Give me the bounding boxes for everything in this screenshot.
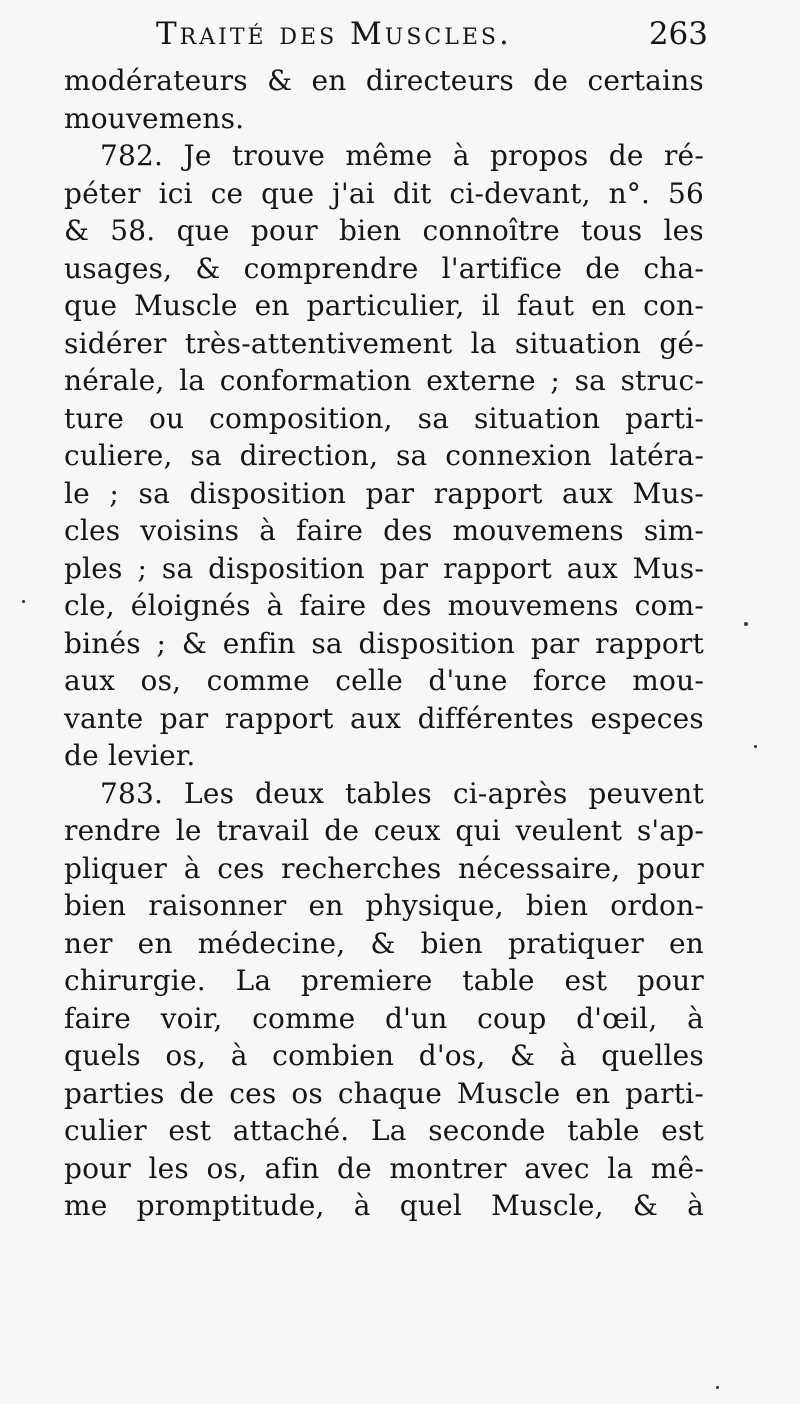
text-line: & 58. que pour bien connoître tous les bbox=[64, 214, 704, 247]
text-line: culier est attaché. La seconde table est bbox=[64, 1114, 704, 1147]
text-line: binés ; & enfin sa disposition par rapport bbox=[64, 626, 704, 660]
running-title: Traité des Muscles. bbox=[156, 16, 512, 52]
text-line: ner en médecine, & bien pratiquer en bbox=[64, 926, 704, 960]
text-line: aux os, comme celle d'une force mou- bbox=[64, 664, 704, 697]
print-speck bbox=[744, 622, 748, 626]
page-number: 263 bbox=[648, 16, 708, 52]
text-line: quels os, à combien d'os, & à quelles bbox=[64, 1039, 704, 1072]
paragraph-782-start: 782. Je trouve même à propos de ré- bbox=[100, 139, 704, 172]
text-line: pour les os, afin de montrer avec la mê- bbox=[64, 1151, 704, 1185]
page-header bbox=[68, 10, 708, 60]
text-line: culiere, sa direction, sa connexion latéra- bbox=[64, 439, 704, 472]
text-line: que Muscle en particulier, il faut en con- bbox=[64, 289, 704, 322]
text-line: chirurgie. La premiere table est pour bbox=[64, 964, 704, 997]
text-line: de levier. bbox=[64, 739, 196, 772]
text-line: ture ou composition, sa situation parti- bbox=[64, 401, 704, 435]
body-text bbox=[64, 62, 704, 1225]
text-line: nérale, la conformation externe ; sa struc- bbox=[64, 364, 704, 397]
text-line: le ; sa disposition par rapport aux Mus- bbox=[64, 476, 704, 510]
text-line: péter ici ce que j'ai dit ci-devant, n°. 56 bbox=[64, 176, 704, 210]
text-line: cles voisins à faire des mouvemens sim- bbox=[64, 514, 704, 547]
text-line: me promptitude, à quel Muscle, & à bbox=[64, 1189, 704, 1222]
text-line: cle, éloignés à faire des mouvemens com- bbox=[64, 589, 704, 622]
text-line: modérateurs & en directeurs de certains bbox=[64, 64, 704, 97]
text-line: usages, & comprendre l'artifice de cha- bbox=[64, 251, 704, 285]
text-line: ples ; sa disposition par rapport aux Mus- bbox=[64, 551, 704, 585]
text-line: vante par rapport aux différentes especes bbox=[64, 701, 704, 735]
paragraph-783-start: 783. Les deux tables ci-après peuvent bbox=[100, 776, 704, 810]
print-speck bbox=[22, 600, 25, 603]
text-line: rendre le travail de ceux qui veulent s'ap- bbox=[64, 814, 704, 847]
text-line: faire voir, comme d'un coup d'œil, à bbox=[64, 1001, 704, 1035]
print-speck bbox=[754, 745, 757, 748]
text-line: mouvemens. bbox=[64, 101, 245, 135]
print-speck bbox=[716, 1386, 719, 1389]
text-line: sidérer très-attentivement la situation gé- bbox=[64, 326, 704, 360]
text-line: bien raisonner en physique, bien ordon- bbox=[64, 889, 704, 922]
text-line: pliquer à ces recherches nécessaire, pour bbox=[64, 851, 704, 885]
text-line: parties de ces os chaque Muscle en parti- bbox=[64, 1076, 704, 1110]
